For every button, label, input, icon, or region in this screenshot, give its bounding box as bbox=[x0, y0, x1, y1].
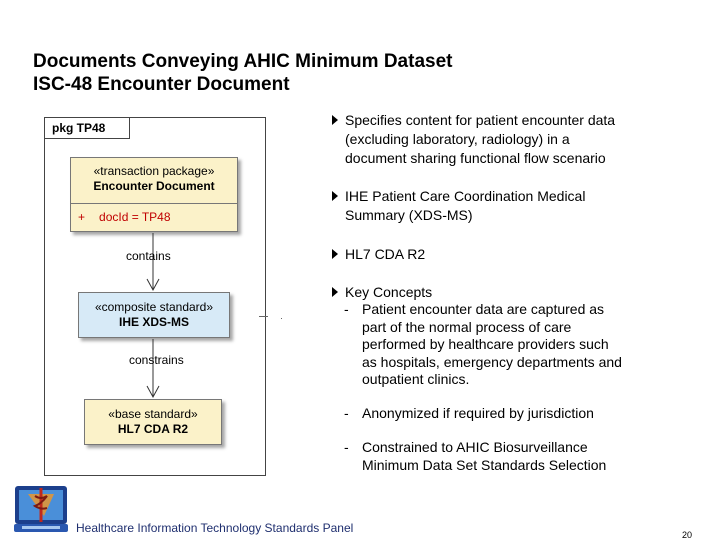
bullet-item bbox=[332, 245, 425, 264]
sub-bullet-dash: - bbox=[344, 439, 349, 455]
transaction-name: Encounter Document bbox=[93, 179, 215, 193]
bullet-2-line-2: Summary (XDS-MS) bbox=[345, 207, 473, 223]
attribute-text: docId = TP48 bbox=[99, 210, 171, 224]
bullet-item bbox=[332, 111, 615, 168]
base-name: HL7 CDA R2 bbox=[117, 422, 189, 436]
bullet-3-line-1: HL7 CDA R2 bbox=[345, 246, 426, 262]
bullet-arrow-icon bbox=[332, 287, 338, 297]
attribute-visibility: + bbox=[78, 210, 86, 224]
sub-2-line-1: Anonymized if required by jurisdiction bbox=[362, 405, 594, 421]
sub-bullet-item bbox=[344, 439, 606, 474]
bullet-arrow-icon bbox=[332, 249, 338, 259]
hitsp-logo-icon bbox=[14, 482, 68, 534]
bullet-arrow-icon bbox=[332, 115, 338, 125]
bullet-1-line-1: Specifies content for patient encounter data bbox=[345, 112, 616, 128]
bullet-4-line-1: Key Concepts bbox=[345, 284, 433, 300]
sub-1-line-4: as hospitals, emergency departments and bbox=[362, 353, 622, 370]
title-line-2: ISC-48 Encounter Document bbox=[33, 74, 290, 95]
bullet-item bbox=[332, 283, 432, 302]
bullet-1-line-2: (excluding laboratory, radiology) in a bbox=[345, 131, 570, 147]
footer-org-name: Healthcare Information Technology Standards Panel bbox=[76, 521, 354, 535]
sub-1-line-3: performed by healthcare providers such bbox=[362, 336, 609, 352]
composite-name: IHE XDS-MS bbox=[118, 315, 189, 329]
contains-label: contains bbox=[126, 249, 171, 263]
bullet-item bbox=[332, 187, 585, 225]
base-stereotype: «base standard» bbox=[108, 407, 198, 421]
sub-3-line-1: Constrained to AHIC Biosurveillance bbox=[362, 439, 588, 455]
sub-1-line-5: outpatient clinics. bbox=[362, 371, 470, 387]
sub-bullet-dash: - bbox=[344, 405, 349, 421]
page-number: 20 bbox=[682, 530, 693, 540]
stray-dot bbox=[281, 318, 282, 319]
sub-bullet-item bbox=[344, 405, 594, 423]
bullet-arrow-icon bbox=[332, 191, 338, 201]
bullet-1-line-3: document sharing functional flow scenario bbox=[345, 150, 606, 166]
sub-bullet-item bbox=[344, 301, 622, 389]
sub-3-line-2: Minimum Data Set Standards Selection bbox=[362, 456, 607, 473]
bullet-2-line-1: IHE Patient Care Coordination Medical bbox=[345, 188, 586, 204]
constrains-label: constrains bbox=[129, 353, 184, 367]
composite-stereotype: «composite standard» bbox=[94, 300, 214, 314]
sub-1-line-1: Patient encounter data are captured as bbox=[362, 301, 605, 317]
sub-bullet-dash: - bbox=[344, 301, 349, 317]
title-line-1: Documents Conveying AHIC Minimum Dataset bbox=[33, 51, 453, 72]
stray-mark bbox=[259, 316, 268, 317]
package-name-tab: pkg TP48 bbox=[44, 117, 130, 139]
sub-1-line-2: part of the normal process of care bbox=[362, 318, 572, 335]
transaction-stereotype: «transaction package» bbox=[93, 164, 215, 178]
